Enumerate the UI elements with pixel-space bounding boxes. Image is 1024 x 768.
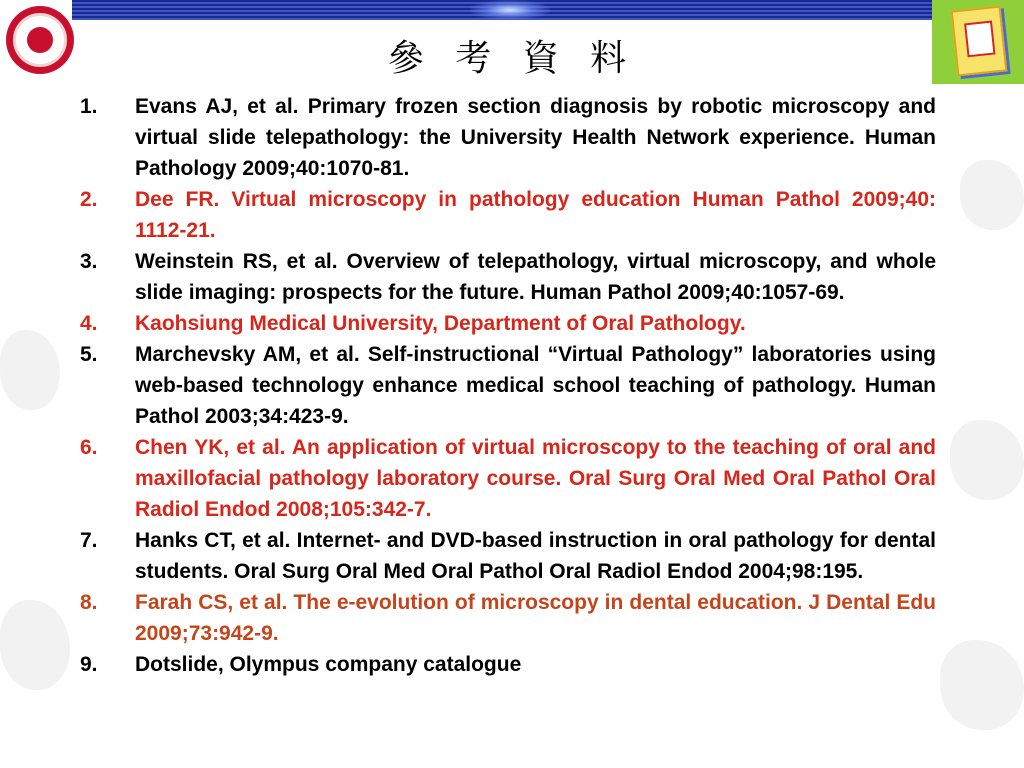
background-blob xyxy=(940,640,1024,730)
reference-text: Evans AJ, et al. Primary frozen section diagnosis by robotic microscopy and virtual slide telepathology: the University Health Network experience. Human Pathology 2009;40:1070-81. xyxy=(135,95,936,180)
page-title: 參 考 資 料 xyxy=(387,38,637,79)
reference-number: 1. xyxy=(80,95,98,118)
header-glow xyxy=(470,0,550,20)
reference-list xyxy=(80,91,936,680)
reference-item xyxy=(80,525,936,587)
reference-item xyxy=(80,339,936,432)
reference-text: Chen YK, et al. An application of virtual microscopy to the teaching of oral and maxillofacial pathology laboratory course. Oral Surg Oral Med Oral Pathol Oral Radiol Endod 2008;105:342-7. xyxy=(135,436,936,521)
reference-text: Marchevsky AM, et al. Self-instructional “Virtual Pathology” laboratories using web-based technology enhance medical school teaching of pathology. Human Pathol 2003;34:423-9. xyxy=(135,343,936,428)
reference-text: Hanks CT, et al. Internet- and DVD-based instruction in oral pathology for dental students. Oral Surg Oral Med Oral Pathol Oral Radiol Endod 2004;98:195. xyxy=(135,529,936,583)
background-blob xyxy=(960,160,1024,230)
reference-item xyxy=(80,184,936,246)
reference-text: Dee FR. Virtual microscopy in pathology education Human Pathol 2009;40: 1112-21. xyxy=(135,188,936,242)
reference-item xyxy=(80,91,936,184)
reference-number: 8. xyxy=(80,591,98,614)
reference-number: 6. xyxy=(80,436,98,459)
reference-number: 2. xyxy=(80,188,98,211)
reference-number: 5. xyxy=(80,343,98,366)
reference-number: 7. xyxy=(80,529,98,552)
background-blob xyxy=(950,420,1024,500)
reference-text: Dotslide, Olympus company catalogue xyxy=(135,653,522,676)
reference-item xyxy=(80,587,936,649)
reference-text: Weinstein RS, et al. Overview of telepathology, virtual microscopy, and whole slide imaging: prospects for the future. Human Pathol 2009;40:1057-69. xyxy=(135,250,936,304)
background-blob xyxy=(0,600,70,690)
reference-text: Kaohsiung Medical University, Department of Oral Pathology. xyxy=(135,312,746,335)
reference-number: 3. xyxy=(80,250,98,273)
reference-item xyxy=(80,649,936,680)
reference-item xyxy=(80,246,936,308)
reference-item xyxy=(80,432,936,525)
reference-number: 9. xyxy=(80,653,98,676)
reference-item xyxy=(80,308,936,339)
background-blob xyxy=(0,330,60,410)
reference-number: 4. xyxy=(80,312,98,335)
reference-text: Farah CS, et al. The e-evolution of microscopy in dental education. J Dental Edu 2009;73:942-9. xyxy=(135,591,936,645)
